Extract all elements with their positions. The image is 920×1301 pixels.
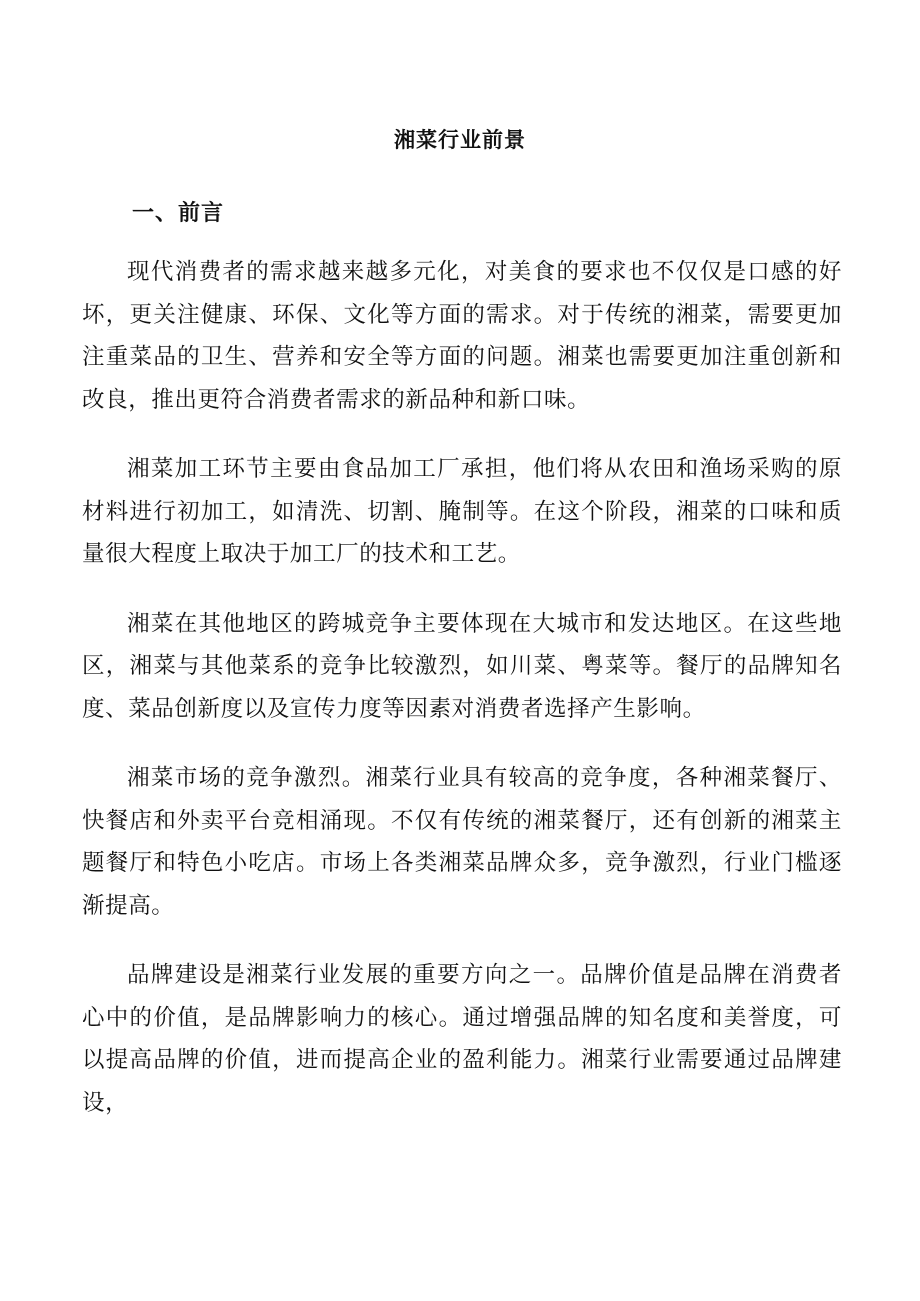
paragraph-4: 湘菜市场的竞争激烈。湘菜行业具有较高的竞争度，各种湘菜餐厅、快餐店和外卖平台竞相涌现。不仅有传统的湘菜餐厅，还有创新的湘菜主题餐厅和特色小吃店。市场上各类湘菜品牌众多，竞争激烈，行业门槛逐渐提高。: [82, 765, 842, 919]
document-title: 湘菜行业前景: [394, 127, 526, 152]
document-body: [82, 251, 842, 1151]
paragraph-5: 品牌建设是湘菜行业发展的重要方向之一。品牌价值是品牌在消费者心中的价值，是品牌影响力的核心。通过增强品牌的知名度和美誉度，可以提高品牌的价值，进而提高企业的盈利能力。湘菜行业需要通过品牌建设，: [82, 962, 842, 1116]
paragraph-1: 现代消费者的需求越来越多元化，对美食的要求也不仅仅是口感的好坏，更关注健康、环保、文化等方面的需求。对于传统的湘菜，需要更加注重菜品的卫生、营养和安全等方面的问题。湘菜也需要更加注重创新和改良，推出更符合消费者需求的新品种和新口味。: [82, 259, 842, 413]
section-heading: 一、前言: [132, 200, 225, 226]
paragraph-3: 湘菜在其他地区的跨城竞争主要体现在大城市和发达地区。在这些地区，湘菜与其他菜系的竞争比较激烈，如川菜、粤菜等。餐厅的品牌知名度、菜品创新度以及宣传力度等因素对消费者选择产生影响。: [82, 610, 842, 722]
paragraph-2: 湘菜加工环节主要由食品加工厂承担，他们将从农田和渔场采购的原材料进行初加工，如清洗、切割、腌制等。在这个阶段，湘菜的口味和质量很大程度上取决于加工厂的技术和工艺。: [82, 456, 842, 567]
